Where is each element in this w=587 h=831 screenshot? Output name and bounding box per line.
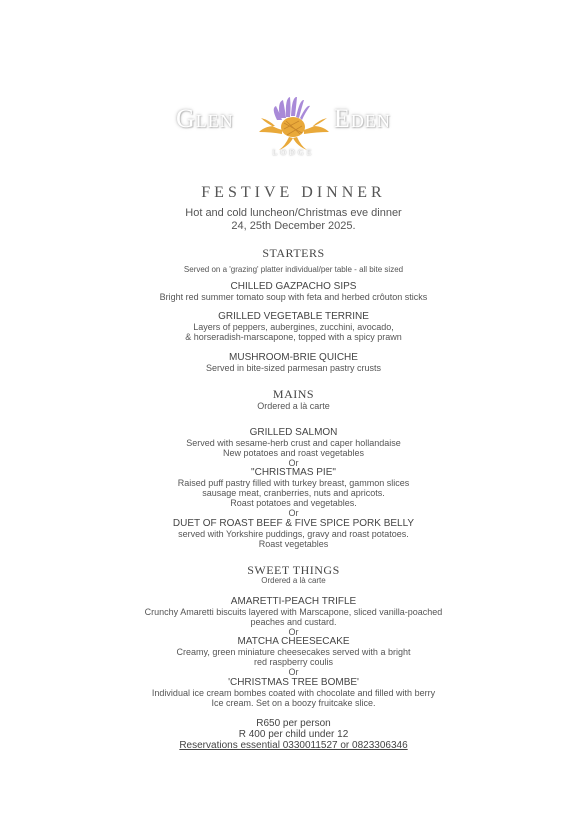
sweet-desc: Individual ice cream bombes coated with chocolate and filled with berry: [151, 688, 436, 698]
main-name: GRILLED SALMON: [249, 427, 338, 438]
subtitle-line-2: 24, 25th December 2025.: [231, 220, 356, 232]
or-separator: Or: [288, 458, 299, 468]
mains-heading: MAINS: [272, 387, 315, 401]
main-desc: Served with sesame-herb crust and caper hollandaise: [186, 438, 401, 448]
subtitle-line-1: Hot and cold luncheon/Christmas eve dinner: [185, 207, 402, 219]
sweet-name: MATCHA CHEESECAKE: [237, 636, 350, 647]
starter-name: GRILLED VEGETABLE TERRINE: [218, 311, 369, 322]
main-desc: Raised puff pastry filled with turkey breast, gammon slices: [177, 478, 410, 488]
main-desc: New potatoes and roast vegetables: [222, 448, 365, 458]
starter-name: CHILLED GAZPACHO SIPS: [230, 281, 357, 292]
main-name: DUET OF ROAST BEEF & FIVE SPICE PORK BELLY: [172, 518, 415, 529]
thistle-icon: [255, 96, 333, 152]
reservations-line: Reservations essential 0330011527 or 0823306346: [179, 740, 408, 751]
main-desc: sausage meat, cranberries, nuts and apricots.: [202, 488, 385, 498]
main-desc: Roast potatoes and vegetables.: [230, 498, 357, 508]
logo-word-left: Glen: [176, 104, 234, 133]
sweet-desc: peaches and custard.: [250, 617, 337, 627]
starter-name: MUSHROOM-BRIE QUICHE: [229, 352, 358, 363]
logo-subtitle: LODGE: [272, 148, 315, 157]
glen-eden-logo: [0, 92, 587, 164]
starters-heading: STARTERS: [262, 246, 325, 260]
starter-desc: & horseradish-marscapone, topped with a spicy prawn: [185, 332, 402, 342]
sweet-desc: Crunchy Amaretti biscuits layered with Marscapone, sliced vanilla-poached: [144, 607, 443, 617]
starter-desc: Layers of peppers, aubergines, zucchini, avocado,: [193, 322, 394, 332]
or-separator: Or: [288, 667, 299, 677]
sweet-name: 'CHRISTMAS TREE BOMBE': [228, 677, 359, 688]
price-child: R 400 per child under 12: [238, 729, 349, 740]
main-desc: Roast vegetables: [258, 539, 329, 549]
starter-desc: Bright red summer tomato soup with feta and herbed crôuton sticks: [159, 292, 428, 302]
sweet-desc: red raspberry coulis: [253, 657, 334, 667]
sweet-desc: Ice cream. Set on a boozy fruitcake slice.: [211, 698, 376, 708]
sweets-note: Ordered a là carte: [261, 576, 326, 585]
logo-word-right: Eden: [334, 104, 391, 133]
or-separator: Or: [288, 627, 299, 637]
main-desc: served with Yorkshire puddings, gravy and roast potatoes.: [178, 529, 409, 539]
starter-desc: Served in bite-sized parmesan pastry crusts: [205, 363, 382, 373]
sweets-heading: SWEET THINGS: [247, 563, 340, 577]
sweet-name: AMARETTI-PEACH TRIFLE: [230, 596, 357, 607]
main-name: "CHRISTMAS PIE": [251, 467, 336, 478]
page-title: FESTIVE DINNER: [201, 184, 386, 201]
price-adult: R650 per person: [256, 718, 331, 729]
or-separator: Or: [288, 508, 299, 518]
mains-note: Ordered a là carte: [257, 401, 330, 411]
starters-note: Served on a 'grazing' platter individual/per table - all bite sized: [183, 265, 404, 274]
sweet-desc: Creamy, green miniature cheesecakes served with a bright: [176, 647, 411, 657]
